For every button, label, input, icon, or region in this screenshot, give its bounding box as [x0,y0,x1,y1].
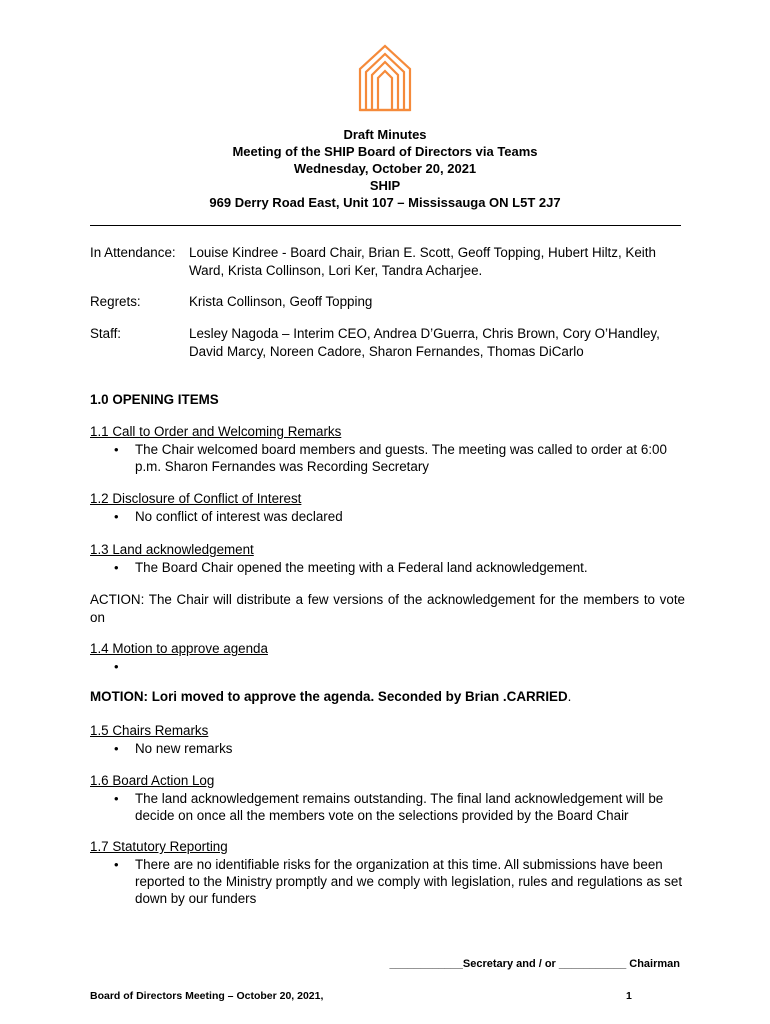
signature-line: ____________Secretary and / or ___________ Chairman [389,958,680,970]
attendance-label: In Attendance: [90,245,176,260]
header-divider [90,225,681,226]
heading-1-3: 1.3 Land acknowledgement [90,542,254,557]
header-meeting: Meeting of the SHIP Board of Directors via Teams [232,144,538,159]
footer-title: Board of Directors Meeting – October 20, 2021, [90,990,324,1002]
bullet-icon: • [114,509,119,524]
bullet-text-1-7: There are no identifiable risks for the organization at this time. All submissions have been reported to the Ministry promptly and we comply with legislation, rules and regulations as set down by our funders [135,857,683,906]
bullet-icon: • [114,741,119,756]
bullet-icon: • [114,659,119,674]
attendance-value: Louise Kindree - Board Chair, Brian E. Scott, Geoff Topping, Hubert Hiltz, Keith Ward, Krista Collinson, Lori Ker, Tandra Acharjee. [189,245,656,278]
bullet-icon: • [114,442,119,457]
heading-1-6: 1.6 Board Action Log [90,773,215,788]
regrets-value: Krista Collinson, Geoff Topping [189,294,373,309]
bullet-text-1-3: The Board Chair opened the meeting with a Federal land acknowledgement. [135,560,588,575]
bullet-icon: • [114,857,119,872]
header-title: Draft Minutes [343,127,427,142]
heading-1-5: 1.5 Chairs Remarks [90,723,209,738]
motion-line [90,688,685,706]
motion-text: MOTION: Lori moved to approve the agenda. Seconded by Brian .CARRIED [90,689,568,704]
bullet-text-1-5: No new remarks [135,741,233,756]
page-number: 1 [626,990,632,1002]
bullet-text-1-6: The land acknowledgement remains outstanding. The final land acknowledgement will be decide on once all the members vote on the selections provided by the Board Chair [135,791,664,823]
staff-value: Lesley Nagoda – Interim CEO, Andrea D’Guerra, Chris Brown, Cory O’Handley, David Marcy, Noreen Cadore, Sharon Fernandes, Thomas DiCarlo [189,326,660,359]
bullet-icon: • [114,791,119,806]
document-header [90,126,680,211]
heading-1-4: 1.4 Motion to approve agenda [90,641,268,656]
motion-trail: . [567,689,572,704]
bullet-icon: • [114,560,119,575]
house-logo-icon [358,44,412,112]
regrets-label: Regrets: [90,294,141,309]
section-title-opening-items: 1.0 OPENING ITEMS [90,392,219,407]
heading-1-1: 1.1 Call to Order and Welcoming Remarks [90,424,342,439]
header-date: Wednesday, October 20, 2021 [293,161,477,176]
action-item: ACTION: The Chair will distribute a few versions of the acknowledgement for the members to vote on [90,592,685,625]
header-address: 969 Derry Road East, Unit 107 – Mississauga ON L5T 2J7 [209,195,561,210]
bullet-text-1-2: No conflict of interest was declared [135,509,343,524]
heading-1-2: 1.2 Disclosure of Conflict of Interest [90,491,302,506]
heading-1-7: 1.7 Statutory Reporting [90,839,228,854]
bullet-text-1-1: The Chair welcomed board members and guests. The meeting was called to order at 6:00 p.m. Sharon Fernandes was Recording Secretary [135,442,667,474]
header-org: SHIP [369,178,401,193]
staff-label: Staff: [90,326,122,341]
